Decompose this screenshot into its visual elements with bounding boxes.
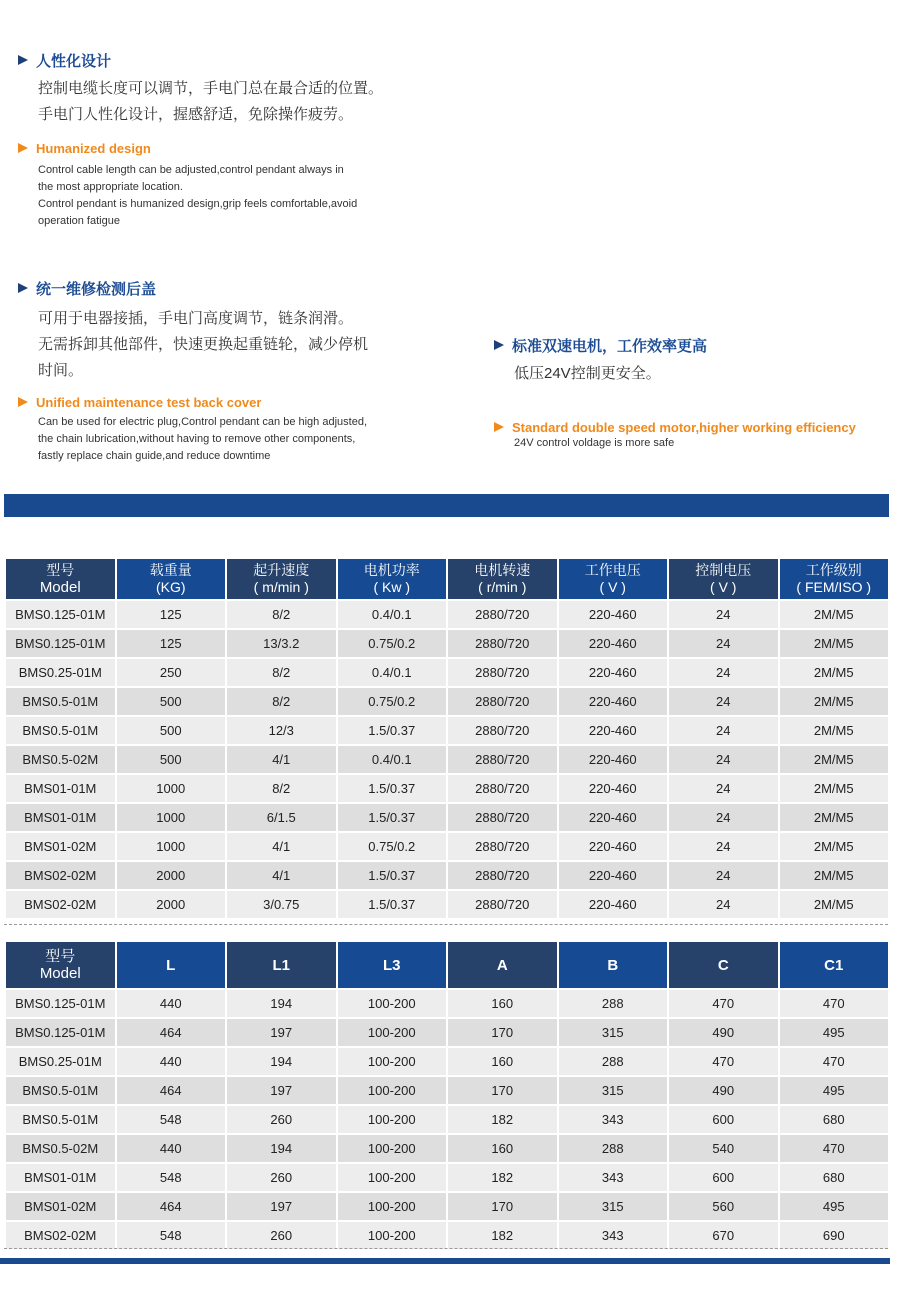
table-row	[6, 1048, 888, 1075]
table-cell: 315	[559, 1193, 668, 1220]
table-row	[6, 1077, 888, 1104]
table-cell: 0.4/0.1	[338, 746, 447, 773]
header-en-label: (KG)	[155, 579, 186, 595]
table-cell: 2M/M5	[780, 775, 889, 802]
table-row	[6, 746, 888, 773]
feature-double-speed-motor	[494, 337, 894, 452]
table-cell: 194	[227, 1135, 336, 1162]
table-cell: 464	[117, 1077, 226, 1104]
table-cell: BMS02-02M	[6, 1222, 115, 1249]
table-cell: 4/1	[227, 746, 336, 773]
column-header	[338, 559, 447, 599]
arrow-bullet-icon	[18, 397, 28, 407]
table-cell: 548	[117, 1164, 226, 1191]
table-row	[6, 990, 888, 1017]
table-cell: 12/3	[227, 717, 336, 744]
table-cell: 2880/720	[448, 862, 557, 889]
table-cell: 315	[559, 1077, 668, 1104]
table-cell: 288	[559, 1135, 668, 1162]
column-header	[780, 942, 889, 988]
table-cell: 6/1.5	[227, 804, 336, 831]
table-cell: BMS0.5-02M	[6, 746, 115, 773]
table-cell: BMS0.125-01M	[6, 1019, 115, 1046]
column-header	[559, 942, 668, 988]
table-cell: 440	[117, 990, 226, 1017]
table-cell: 2M/M5	[780, 804, 889, 831]
header-cn-label: 电机转速	[474, 562, 531, 578]
header-cn-label: 型号	[46, 562, 75, 578]
table-cell: 194	[227, 990, 336, 1017]
header-cn-label: 电机功率	[363, 562, 420, 578]
table-cell: 2880/720	[448, 775, 557, 802]
column-header	[780, 559, 889, 599]
table-cell: 490	[669, 1077, 778, 1104]
table-cell: BMS01-02M	[6, 1193, 115, 1220]
column-header	[6, 559, 115, 599]
table-cell: 1.5/0.37	[338, 891, 447, 918]
table-cell: 4/1	[227, 862, 336, 889]
table-cell: 170	[448, 1077, 557, 1104]
column-header	[669, 559, 778, 599]
table-cell: 1.5/0.37	[338, 775, 447, 802]
table-cell: 470	[780, 1135, 889, 1162]
header-en-label: A	[496, 956, 508, 974]
header-en-label: C1	[824, 956, 844, 974]
table-cell: 24	[669, 746, 778, 773]
header-en-label: L3	[382, 956, 401, 974]
table-cell: 24	[669, 601, 778, 628]
feature-en-line: the most appropriate location.	[38, 181, 183, 193]
table-cell: 540	[669, 1135, 778, 1162]
table-cell: 100-200	[338, 1135, 447, 1162]
table-cell: 100-200	[338, 1193, 447, 1220]
table-cell: 464	[117, 1019, 226, 1046]
header-en-label: ( m/min )	[253, 579, 309, 595]
table-cell: 343	[559, 1106, 668, 1133]
table-cell: 470	[669, 1048, 778, 1075]
table-cell: 343	[559, 1164, 668, 1191]
header-cn-label: 起升速度	[253, 562, 310, 578]
table-cell: BMS01-02M	[6, 833, 115, 860]
table-cell: 464	[117, 1193, 226, 1220]
table-cell: 260	[227, 1106, 336, 1133]
feature-en-line: operation fatigue	[38, 215, 120, 227]
table-cell: 2880/720	[448, 746, 557, 773]
table-cell: 0.75/0.2	[338, 833, 447, 860]
header-en-label: ( FEM/ISO )	[796, 579, 872, 595]
table-cell: 600	[669, 1164, 778, 1191]
table-cell: 100-200	[338, 1077, 447, 1104]
arrow-bullet-icon	[18, 55, 28, 65]
table-cell: 2M/M5	[780, 717, 889, 744]
table-cell: 2880/720	[448, 688, 557, 715]
table-cell: 24	[669, 630, 778, 657]
table-cell: 220-460	[559, 804, 668, 831]
table-cell: 1.5/0.37	[338, 717, 447, 744]
table-cell: 220-460	[559, 630, 668, 657]
arrow-bullet-icon	[494, 422, 504, 432]
table-row	[6, 862, 888, 889]
table-cell: 500	[117, 746, 226, 773]
table-cell: 160	[448, 1048, 557, 1075]
table-cell: BMS0.125-01M	[6, 601, 115, 628]
column-header	[227, 942, 336, 988]
feature-cn-line: 低压24V控制更安全。	[514, 365, 661, 382]
table-cell: 24	[669, 862, 778, 889]
table-cell: 500	[117, 717, 226, 744]
feature-cn-line: 控制电缆长度可以调节，手电门总在最合适的位置。	[38, 80, 384, 97]
table-cell: 2M/M5	[780, 833, 889, 860]
header-en-label: C	[717, 956, 729, 974]
feature-humanized-design	[18, 52, 418, 230]
table-cell: 220-460	[559, 862, 668, 889]
header-cn-label: 载重量	[149, 562, 192, 578]
column-header	[227, 559, 336, 599]
table-cell: 170	[448, 1193, 557, 1220]
table-cell: 343	[559, 1222, 668, 1249]
table-cell: 220-460	[559, 659, 668, 686]
table-cell: BMS02-02M	[6, 862, 115, 889]
table-dashed-divider	[4, 1248, 888, 1249]
table-cell: 250	[117, 659, 226, 686]
table-row	[6, 688, 888, 715]
table-cell: 2880/720	[448, 804, 557, 831]
feature-en-line: Control cable length can be adjusted,control pendant always in	[38, 164, 344, 176]
spec-table	[4, 557, 890, 920]
column-header	[448, 942, 557, 988]
header-en-label: ( V )	[710, 579, 737, 595]
table-row	[6, 717, 888, 744]
header-cn-label: 工作级别	[805, 562, 862, 578]
arrow-bullet-icon	[494, 340, 504, 350]
table-cell: 315	[559, 1019, 668, 1046]
column-header	[338, 942, 447, 988]
feature-maintenance-cover	[18, 280, 438, 465]
table-cell: 8/2	[227, 688, 336, 715]
table-row	[6, 775, 888, 802]
table-cell: 670	[669, 1222, 778, 1249]
table-cell: 2000	[117, 891, 226, 918]
table-row	[6, 1135, 888, 1162]
feature-en-title: Unified maintenance test back cover	[18, 394, 438, 412]
table-cell: 2880/720	[448, 891, 557, 918]
table-cell: 100-200	[338, 1164, 447, 1191]
table-cell: 220-460	[559, 833, 668, 860]
table-row	[6, 659, 888, 686]
table-cell: 560	[669, 1193, 778, 1220]
header-en-label: L	[166, 956, 176, 974]
table-cell: 24	[669, 804, 778, 831]
table-cell: 182	[448, 1222, 557, 1249]
table-cell: 182	[448, 1106, 557, 1133]
table-cell: 220-460	[559, 717, 668, 744]
feature-en-line: Control pendant is humanized design,grip feels comfortable,avoid	[38, 198, 358, 210]
table-row	[6, 1106, 888, 1133]
table-cell: 1.5/0.37	[338, 862, 447, 889]
dimension-table-header	[6, 942, 888, 988]
table-cell: 495	[780, 1019, 889, 1046]
table-cell: 1000	[117, 804, 226, 831]
table-row	[6, 1164, 888, 1191]
table-cell: 24	[669, 659, 778, 686]
section-divider-band	[4, 494, 889, 517]
table-cell: 2880/720	[448, 833, 557, 860]
table-cell: 2880/720	[448, 601, 557, 628]
table-cell: BMS0.5-01M	[6, 1077, 115, 1104]
feature-cn-title: 标准双速电机，工作效率更高	[494, 337, 894, 357]
table-row	[6, 1222, 888, 1249]
table-cell: 2880/720	[448, 717, 557, 744]
header-cn-label: 工作电压	[584, 562, 641, 578]
table-cell: 2M/M5	[780, 891, 889, 918]
table-cell: 680	[780, 1164, 889, 1191]
table-cell: 1.5/0.37	[338, 804, 447, 831]
table-cell: 125	[117, 601, 226, 628]
header-en-label: Model	[39, 579, 81, 596]
table-cell: 1000	[117, 775, 226, 802]
table-cell: 160	[448, 1135, 557, 1162]
table-cell: 548	[117, 1222, 226, 1249]
table-cell: BMS0.5-02M	[6, 1135, 115, 1162]
table-cell: 495	[780, 1193, 889, 1220]
table-cell: 220-460	[559, 775, 668, 802]
header-en-label: ( V )	[599, 579, 626, 595]
table-cell: BMS0.125-01M	[6, 990, 115, 1017]
table-cell: 197	[227, 1077, 336, 1104]
table-cell: BMS0.25-01M	[6, 659, 115, 686]
feature-en-line: fastly replace chain guide,and reduce downtime	[38, 450, 271, 462]
header-en-label: B	[607, 956, 619, 974]
table-cell: 24	[669, 891, 778, 918]
table-cell: BMS01-01M	[6, 804, 115, 831]
column-header	[559, 559, 668, 599]
table-cell: 548	[117, 1106, 226, 1133]
table-cell: 440	[117, 1048, 226, 1075]
feature-cn-line: 可用于电器接插，手电门高度调节，链条润滑。	[38, 310, 354, 327]
table-cell: 260	[227, 1164, 336, 1191]
table-cell: 2M/M5	[780, 688, 889, 715]
table-cell: 2M/M5	[780, 746, 889, 773]
table-cell: 690	[780, 1222, 889, 1249]
feature-cn-line: 无需拆卸其他部件，快速更换起重链轮，减少停机	[38, 336, 369, 353]
table-cell: 2M/M5	[780, 862, 889, 889]
table-cell: 220-460	[559, 688, 668, 715]
feature-cn-title: 人性化设计	[18, 52, 418, 72]
table-row	[6, 1193, 888, 1220]
table-cell: 1000	[117, 833, 226, 860]
table-cell: 500	[117, 688, 226, 715]
table-cell: 288	[559, 990, 668, 1017]
table-cell: 440	[117, 1135, 226, 1162]
table-cell: 0.75/0.2	[338, 630, 447, 657]
table-cell: 170	[448, 1019, 557, 1046]
table-cell: 24	[669, 717, 778, 744]
table-cell: BMS0.5-01M	[6, 717, 115, 744]
feature-cn-line: 时间。	[38, 362, 84, 379]
table-cell: BMS0.25-01M	[6, 1048, 115, 1075]
table-cell: 24	[669, 688, 778, 715]
table-row	[6, 891, 888, 918]
table-cell: 220-460	[559, 891, 668, 918]
table-row	[6, 630, 888, 657]
header-cn-label: 型号	[45, 948, 76, 965]
table-cell: 2M/M5	[780, 601, 889, 628]
header-en-label: L1	[272, 956, 290, 974]
table-cell: 2880/720	[448, 659, 557, 686]
spec-table-header	[6, 559, 888, 599]
table-cell: 0.75/0.2	[338, 688, 447, 715]
table-cell: 288	[559, 1048, 668, 1075]
table-cell: 182	[448, 1164, 557, 1191]
table-cell: 3/0.75	[227, 891, 336, 918]
table-cell: 2880/720	[448, 630, 557, 657]
table-cell: 24	[669, 775, 778, 802]
table-cell: 100-200	[338, 1019, 447, 1046]
table-cell: 100-200	[338, 1048, 447, 1075]
footer-band	[0, 1258, 890, 1264]
feature-en-title: Humanized design	[18, 140, 418, 158]
feature-en-title: Standard double speed motor,higher working efficiency	[494, 419, 894, 437]
feature-cn-line: 手电门人性化设计，握感舒适，免除操作疲劳。	[38, 106, 354, 123]
table-cell: BMS0.5-01M	[6, 1106, 115, 1133]
header-en-label: ( Kw )	[373, 579, 411, 595]
table-cell: 490	[669, 1019, 778, 1046]
feature-en-line: 24V control voldage is more safe	[514, 437, 675, 449]
table-cell: 470	[780, 1048, 889, 1075]
table-row	[6, 804, 888, 831]
feature-cn-title: 统一维修检测后盖	[18, 280, 438, 300]
table-row	[6, 601, 888, 628]
table-cell: 2M/M5	[780, 630, 889, 657]
arrow-bullet-icon	[18, 283, 28, 293]
arrow-bullet-icon	[18, 143, 28, 153]
table-cell: 197	[227, 1193, 336, 1220]
table-cell: BMS01-01M	[6, 1164, 115, 1191]
table-cell: 470	[669, 990, 778, 1017]
table-cell: 194	[227, 1048, 336, 1075]
table-cell: 0.4/0.1	[338, 601, 447, 628]
table-cell: BMS0.5-01M	[6, 688, 115, 715]
table-row	[6, 833, 888, 860]
header-cn-label: 控制电压	[695, 562, 752, 578]
table-cell: BMS02-02M	[6, 891, 115, 918]
table-cell: 8/2	[227, 601, 336, 628]
table-cell: 125	[117, 630, 226, 657]
table-cell: 2000	[117, 862, 226, 889]
table-cell: 197	[227, 1019, 336, 1046]
table-cell: 600	[669, 1106, 778, 1133]
table-cell: 160	[448, 990, 557, 1017]
table-cell: BMS0.125-01M	[6, 630, 115, 657]
table-cell: 8/2	[227, 775, 336, 802]
column-header	[669, 942, 778, 988]
table-cell: 8/2	[227, 659, 336, 686]
column-header	[448, 559, 557, 599]
table-cell: 495	[780, 1077, 889, 1104]
table-cell: 0.4/0.1	[338, 659, 447, 686]
column-header	[6, 942, 115, 988]
table-cell: 260	[227, 1222, 336, 1249]
table-cell: 100-200	[338, 990, 447, 1017]
table-cell: 4/1	[227, 833, 336, 860]
dimension-table	[4, 940, 890, 1251]
table-cell: 220-460	[559, 601, 668, 628]
feature-en-line: the chain lubrication,without having to remove other components,	[38, 433, 356, 445]
table-cell: BMS01-01M	[6, 775, 115, 802]
table-cell: 2M/M5	[780, 659, 889, 686]
table-cell: 220-460	[559, 746, 668, 773]
table-cell: 13/3.2	[227, 630, 336, 657]
table-cell: 680	[780, 1106, 889, 1133]
table-cell: 470	[780, 990, 889, 1017]
table-dashed-divider	[4, 924, 888, 925]
column-header	[117, 942, 226, 988]
table-row	[6, 1019, 888, 1046]
header-en-label: ( r/min )	[478, 579, 527, 595]
column-header	[117, 559, 226, 599]
header-en-label: Model	[39, 965, 81, 982]
table-cell: 24	[669, 833, 778, 860]
table-cell: 100-200	[338, 1106, 447, 1133]
table-cell: 100-200	[338, 1222, 447, 1249]
feature-en-line: Can be used for electric plug,Control pendant can be high adjusted,	[38, 416, 367, 428]
